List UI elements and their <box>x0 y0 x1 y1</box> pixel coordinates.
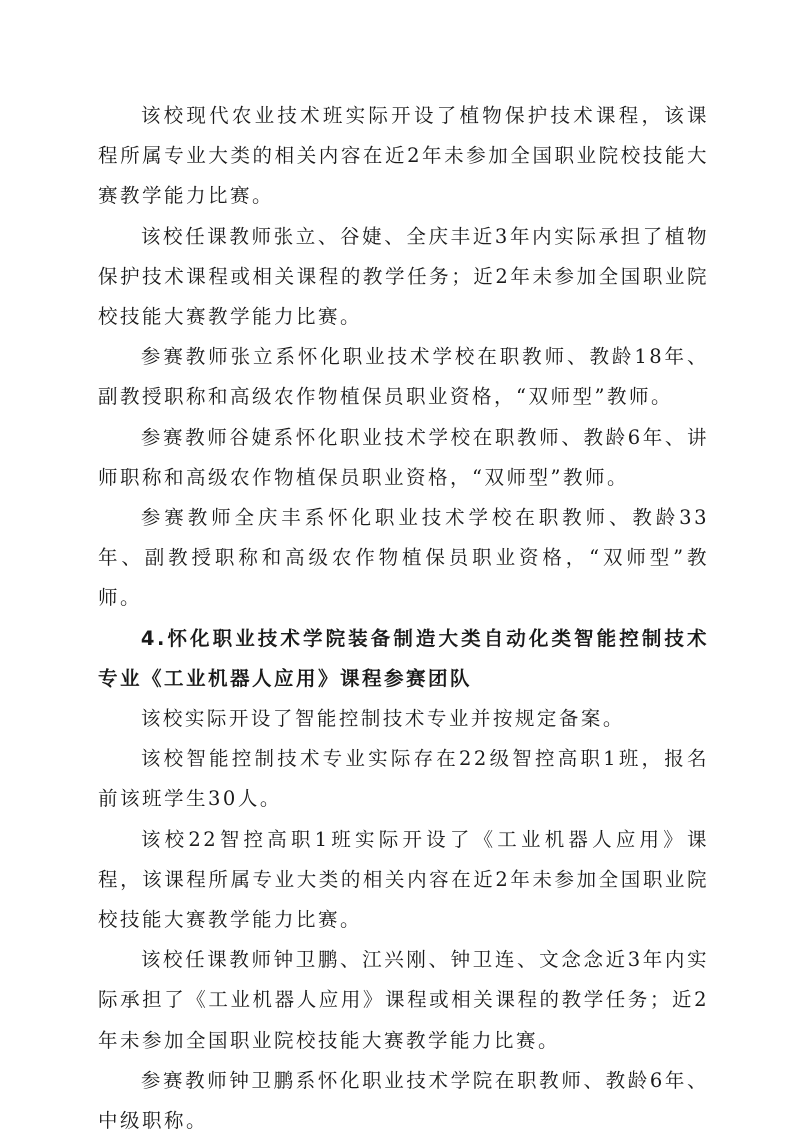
paragraph-teaching-staff: 该校任课教师张立、谷婕、全庆丰近3年内实际承担了植物保护技术课程或相关课程的教学任务；近2年未参加全国职业院校技能大赛教学能力比赛。 <box>98 224 709 329</box>
paragraph-course-offering: 该校现代农业技术班实际开设了植物保护技术课程，该课程所属专业大类的相关内容在近2年未参加全国职业院校技能大赛教学能力比赛。 <box>98 104 709 208</box>
paragraph-teacher-zhongweipeng: 参赛教师钟卫鹏系怀化职业技术学院在职教师、教龄6年、中级职称。 <box>98 1068 709 1133</box>
paragraph-robot-course: 该校22智控高职1班实际开设了《工业机器人应用》课程，该课程所属专业大类的相关内容在近2年未参加全国职业院校技能大赛教学能力比赛。 <box>98 827 709 932</box>
paragraph-robot-teaching-staff: 该校任课教师钟卫鹏、江兴刚、钟卫连、文念念近3年内实际承担了《工业机器人应用》课程或相关课程的教学任务；近2年未参加全国职业院校技能大赛教学能力比赛。 <box>98 948 709 1052</box>
paragraph-teacher-gujie: 参赛教师谷婕系怀化职业技术学校在职教师、教龄6年、讲师职称和高级农作物植保员职业资格，“双师型”教师。 <box>98 425 709 489</box>
document-body <box>98 96 709 1141</box>
section-heading: 4.怀化职业技术学院装备制造大类自动化类智能控制技术专业《工业机器人应用》课程参赛团队 <box>98 626 709 690</box>
paragraph-teacher-zhangli: 参赛教师张立系怀化职业技术学校在职教师、教龄18年、副教授职称和高级农作物植保员职业资格，“双师型”教师。 <box>98 345 709 409</box>
paragraph-class-enrollment: 该校智能控制技术专业实际存在22级智控高职1班，报名前该班学生30人。 <box>98 747 709 811</box>
paragraph-teacher-quanqingfeng: 参赛教师全庆丰系怀化职业技术学校在职教师、教龄33年、副教授职称和高级农作物植保员职业资格，“双师型”教师。 <box>98 506 709 610</box>
paragraph-major-registration: 该校实际开设了智能控制技术专业并按规定备案。 <box>140 707 625 731</box>
